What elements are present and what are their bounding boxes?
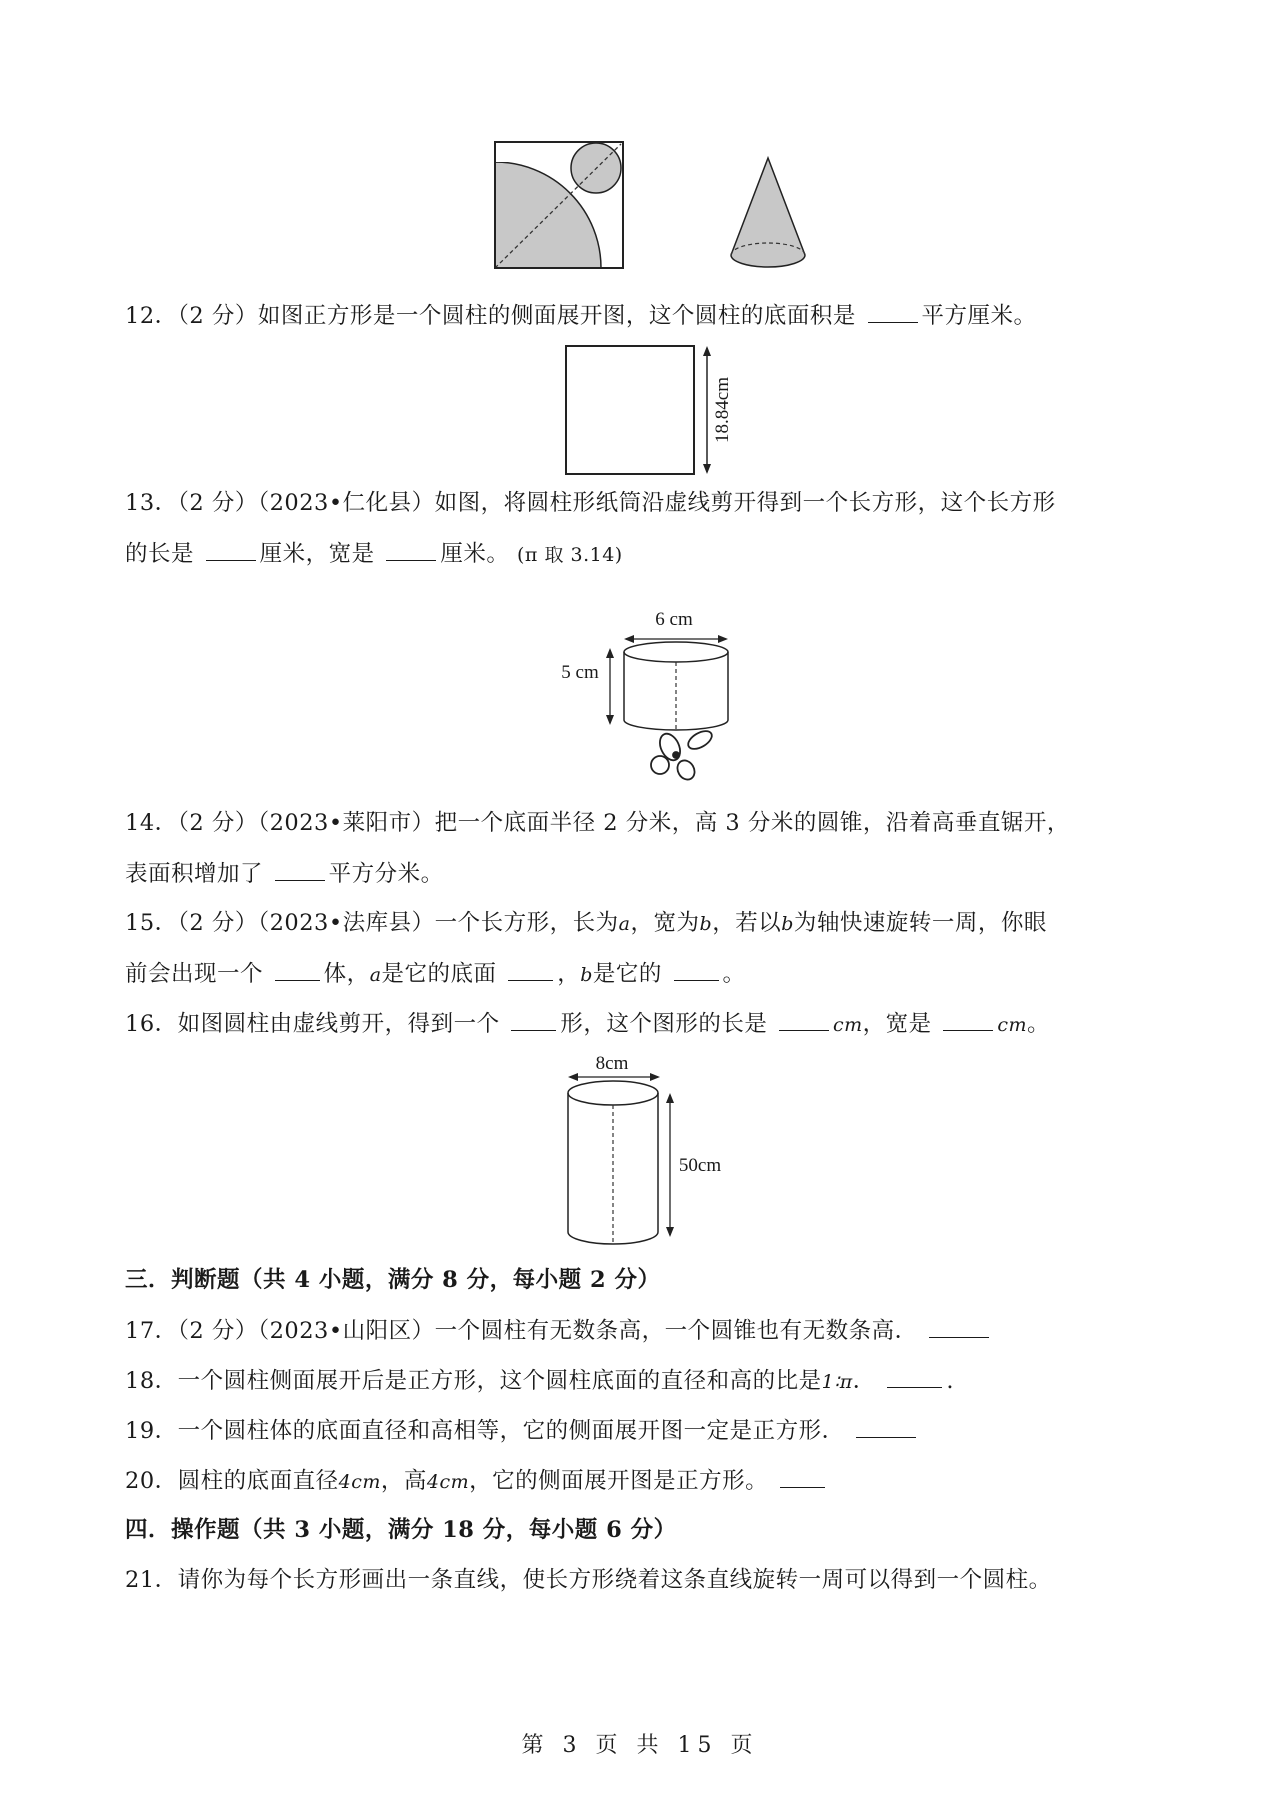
question-number: 19． [125, 1418, 178, 1444]
question-number: 12． [125, 303, 178, 329]
question-text: ，宽是 [862, 1011, 932, 1037]
figure-quarter-circle-square [490, 138, 630, 277]
answer-blank-part[interactable] [674, 958, 719, 981]
question-17 [125, 1315, 993, 1346]
question-text: 圆柱的底面直径 [177, 1468, 339, 1494]
answer-blank-length[interactable] [779, 1008, 829, 1031]
question-score: （2 分） [177, 303, 258, 329]
question-text: ． [852, 1368, 876, 1394]
pi-note: (π 取 3.14) [517, 544, 623, 566]
question-text: 如图圆柱由虚线剪开，得到一个 [177, 1011, 500, 1037]
question-13-line1 [125, 488, 1056, 518]
question-number: 13． [125, 490, 178, 516]
question-number: 18． [125, 1368, 178, 1394]
question-16 [125, 1008, 1050, 1040]
question-14-line1 [125, 808, 1070, 838]
question-text: 。 [1027, 1011, 1051, 1037]
variable-a: a [618, 913, 631, 935]
answer-blank[interactable] [780, 1465, 825, 1488]
height-value: 4cm [426, 1471, 470, 1493]
question-score: （2 分） [177, 910, 258, 936]
question-source: （2023•法库县） [257, 910, 435, 936]
question-text: . [946, 1368, 955, 1394]
section-4-title: 四．操作题（共 3 小题，满分 18 分，每小题 6 分） [125, 1517, 677, 1543]
dimension-label: 18.84cm [712, 377, 732, 443]
answer-blank-length[interactable] [206, 538, 256, 561]
question-text: 厘米。 [440, 541, 510, 567]
scissors-icon [651, 727, 715, 782]
variable-b: b [781, 913, 794, 935]
answer-blank-base[interactable] [508, 958, 553, 981]
question-text: ， [557, 961, 581, 987]
question-number: 21． [125, 1567, 178, 1593]
question-20 [125, 1465, 829, 1497]
question-15-line2 [125, 958, 746, 990]
question-15-line1 [125, 908, 1047, 939]
section-3-title: 三．判断题（共 4 小题，满分 8 分，每小题 2 分） [125, 1267, 661, 1293]
height-label: 5 cm [561, 662, 599, 683]
answer-blank-shape[interactable] [511, 1008, 556, 1031]
question-text: 是它的 [592, 961, 662, 987]
height-label: 50cm [678, 1155, 722, 1176]
ratio: 1∶π [821, 1371, 853, 1393]
answer-blank[interactable] [868, 300, 918, 323]
diameter-value: 4cm [338, 1471, 381, 1493]
question-text: 一个长方形，长为 [434, 910, 619, 936]
question-text: 平方分米。 [328, 861, 444, 887]
question-source: （2023•仁化县） [257, 490, 435, 516]
question-text: 的长是 [125, 541, 195, 567]
question-score: （2 分） [177, 810, 258, 836]
figure-cylinder [560, 1050, 740, 1254]
variable-b: b [580, 964, 593, 986]
question-number: 14． [125, 810, 178, 836]
question-12 [125, 300, 1037, 331]
unit: cm [832, 1014, 863, 1036]
question-13-line2 [125, 538, 623, 570]
figure-paper-tube [548, 605, 738, 789]
question-text: 一个圆柱侧面展开后是正方形，这个圆柱底面的直径和高的比是 [177, 1368, 822, 1394]
question-text: 一个圆柱有无数条高，一个圆锥也有无数条高． [434, 1318, 918, 1344]
question-score: （2 分） [177, 490, 258, 516]
question-text: 体， [323, 961, 370, 987]
page-footer: 第 3 页 共 15 页 [521, 1733, 759, 1758]
figure-cone [728, 155, 808, 279]
question-tail: 平方厘米。 [921, 303, 1037, 329]
question-text: 厘米，宽是 [259, 541, 375, 567]
question-number: 16． [125, 1011, 178, 1037]
width-label: 8cm [595, 1053, 629, 1074]
question-21 [125, 1565, 1052, 1595]
question-text: 前会出现一个 [125, 961, 264, 987]
question-text: 请你为每个长方形画出一条直线，使长方形绕着这条直线旋转一周可以得到一个圆柱。 [177, 1567, 1052, 1593]
answer-blank-width[interactable] [386, 538, 436, 561]
question-text: 为轴快速旋转一周，你眼 [793, 910, 1047, 936]
question-text: 一个圆柱体的底面直径和高相等，它的侧面展开图一定是正方形． [177, 1418, 845, 1444]
answer-blank-width[interactable] [943, 1008, 993, 1031]
question-score: （2 分） [177, 1318, 258, 1344]
question-text: 形，这个图形的长是 [560, 1011, 768, 1037]
question-text: ，它的侧面展开图是正方形。 [469, 1468, 769, 1494]
question-number: 17． [125, 1318, 178, 1344]
question-text: 表面积增加了 [125, 861, 264, 887]
answer-blank[interactable] [929, 1315, 989, 1338]
question-source: （2023•莱阳市） [257, 810, 435, 836]
question-text: ，宽为 [630, 910, 700, 936]
question-text: ，若以 [712, 910, 782, 936]
question-text: 把一个底面半径 2 分米，高 3 分米的圆锥，沿着高垂直锯开， [434, 810, 1070, 836]
question-number: 15． [125, 910, 178, 936]
width-label: 6 cm [655, 609, 693, 630]
question-14-line2 [125, 858, 444, 889]
question-text: 是它的底面 [381, 961, 497, 987]
answer-blank[interactable] [856, 1415, 916, 1438]
question-text: 如图正方形是一个圆柱的侧面展开图，这个圆柱的底面积是 [257, 303, 856, 329]
question-number: 20． [125, 1468, 178, 1494]
answer-blank[interactable] [887, 1365, 942, 1388]
answer-blank[interactable] [275, 858, 325, 881]
question-text: ，高 [380, 1468, 427, 1494]
variable-a: a [369, 964, 382, 986]
unit: cm [997, 1014, 1027, 1036]
question-source: （2023•山阳区） [257, 1318, 435, 1344]
answer-blank-solid[interactable] [275, 958, 320, 981]
question-19 [125, 1415, 920, 1446]
question-text: 如图，将圆柱形纸筒沿虚线剪开得到一个长方形，这个长方形 [434, 490, 1056, 516]
question-18 [125, 1365, 954, 1397]
variable-b: b [699, 913, 713, 935]
question-text: 。 [722, 961, 746, 987]
figure-square-unfolded [562, 342, 732, 486]
